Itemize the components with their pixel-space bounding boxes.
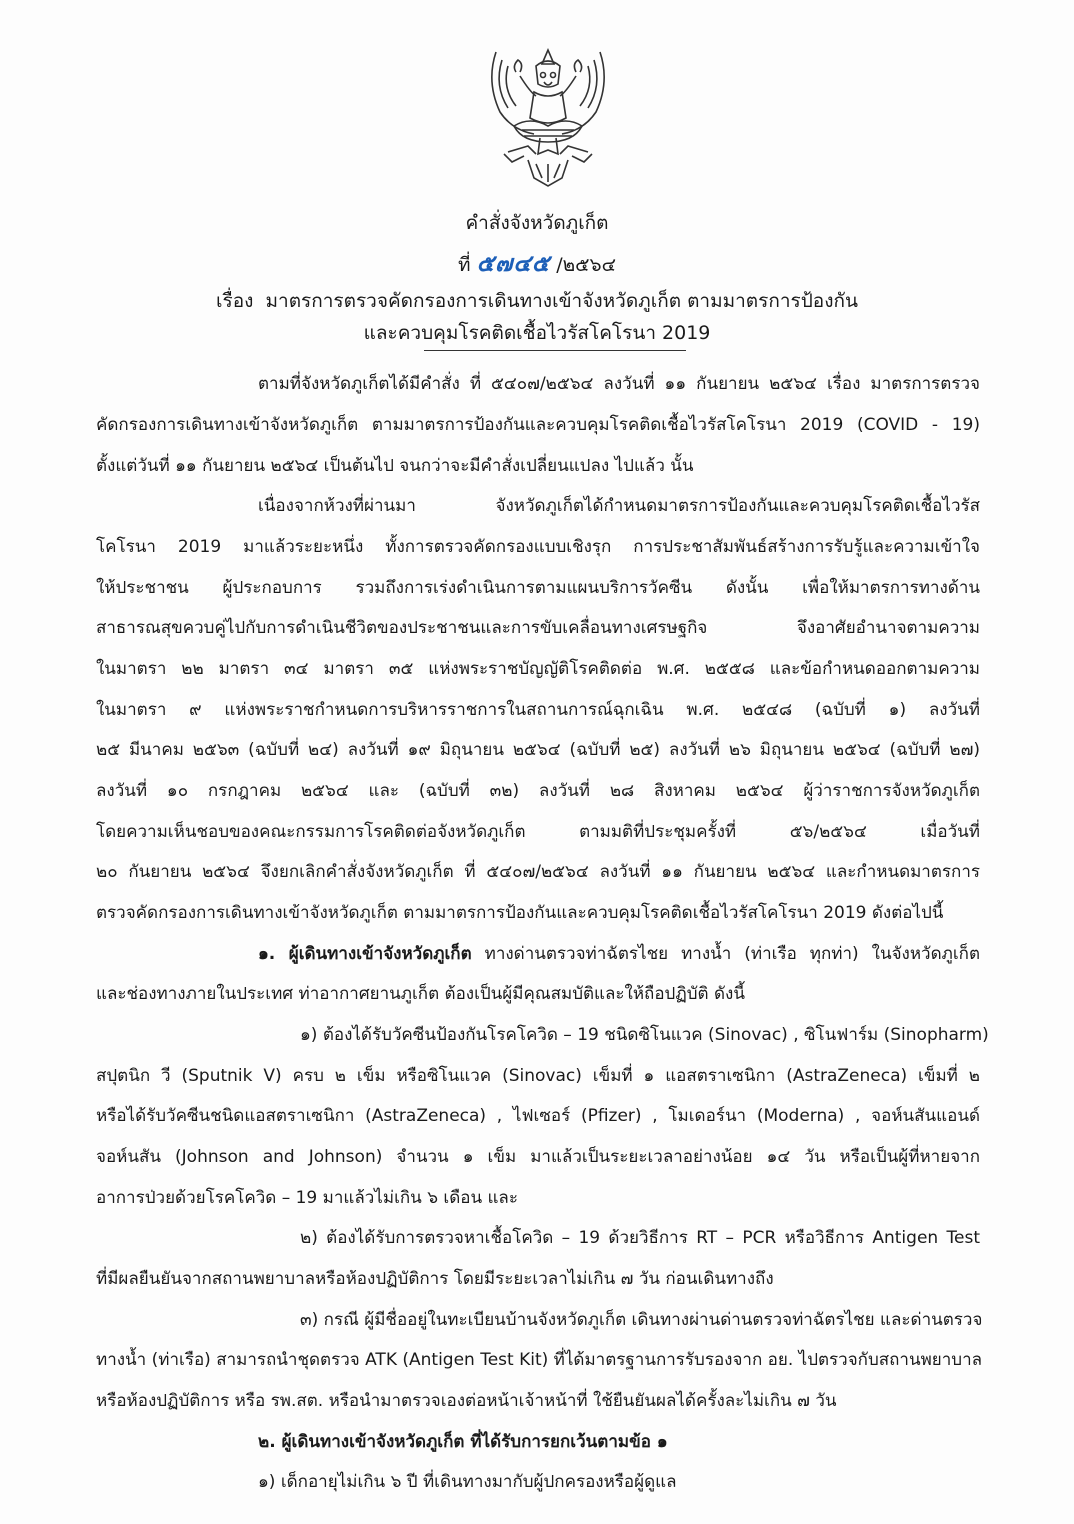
body-line: เนื่องจากห้วงที่ผ่านมา จังหวัดภูเก็ตได้กำหนดมาตรการป้องกันและควบคุมโรคติดเชื้อไวรัส xyxy=(258,496,980,516)
body-line: โดยความเห็นชอบของคณะกรรมการโรคติดต่อจังหวัดภูเก็ต ตามมติที่ประชุมครั้งที่ ๕๖/๒๕๖๔ เมื่อวันที่ xyxy=(96,822,980,842)
body-line: ให้ประชาชน ผู้ประกอบการ รวมถึงการเร่งดำเนินการตามแผนบริการวัคซีน ดังนั้น เพื่อให้มาตรการทางด้าน xyxy=(96,578,980,598)
subject-line-2: และควบคุมโรคติดเชื้อไวรัสโคโรนา 2019 xyxy=(363,322,711,344)
subject-line-1 xyxy=(0,286,1074,316)
section-1-title: ๑. ผู้เดินทางเข้าจังหวัดภูเก็ต xyxy=(258,944,472,964)
header-divider xyxy=(424,350,686,351)
garuda-emblem-icon xyxy=(478,42,618,192)
body-line: ตามที่จังหวัดภูเก็ตได้มีคำสั่ง ที่ ๕๔๐๗/๒๕๖๔ ลงวันที่ ๑๑ กันยายน ๒๕๖๔ เรื่อง มาตรการตรวจ xyxy=(258,374,980,394)
body-line: ๒๕ มีนาคม ๒๕๖๓ (ฉบับที่ ๒๔) ลงวันที่ ๑๙ มิถุนายน ๒๕๖๔ (ฉบับที่ ๒๕) ลงวันที่ ๒๖ มิถุนายน ๒๕๖๔ (ฉบับที่ ๒๗) xyxy=(96,740,980,760)
body-line: ที่มีผลยืนยันจากสถานพยาบาลหรือห้องปฏิบัติการ โดยมีระยะเวลาไม่เกิน ๗ วัน ก่อนเดินทางถึง xyxy=(96,1269,774,1289)
body-line: สปุตนิก วี (Sputnik V) ครบ ๒ เข็ม หรือซิโนแวค (Sinovac) เข็มที่ ๑ แอสตราเซนิกา (AstraZeneca) เข็มที่ ๒ xyxy=(96,1066,980,1086)
body-line: ๒๐ กันยายน ๒๕๖๔ จึงยกเลิกคำสั่งจังหวัดภูเก็ต ที่ ๕๔๐๗/๒๕๖๔ ลงวันที่ ๑๑ กันยายน ๒๕๖๔ และกำหนดมาตรการ xyxy=(96,862,980,882)
order-number-prefix: ที่ xyxy=(458,254,471,276)
order-title: คำสั่งจังหวัดภูเก็ต xyxy=(465,212,609,234)
subject-label: เรื่อง xyxy=(216,290,254,312)
body-line: หรือห้องปฏิบัติการ หรือ รพ.สต. หรือนำมาตรวจเองต่อหน้าเจ้าหน้าที่ ใช้ยืนยันผลได้ครั้งละไม่เกิน ๗ วัน xyxy=(96,1391,837,1411)
order-number-year: /๒๕๖๔ xyxy=(556,254,616,276)
section-1-item-3: ๓) กรณี ผู้มีชื่ออยู่ในทะเบียนบ้านจังหวัดภูเก็ต เดินทางผ่านด่านตรวจท่าฉัตรไชย และด่านตรวจ xyxy=(300,1310,983,1330)
body-line: โคโรนา 2019 มาแล้วระยะหนึ่ง ทั้งการตรวจคัดกรองแบบเชิงรุก การประชาสัมพันธ์สร้างการรับรู้และความเข้าใจ xyxy=(96,537,980,557)
section-1-item-1: ๑) ต้องได้รับวัคซีนป้องกันโรคโควิด – 19 ชนิดซิโนแวค (Sinovac) , ซิโนฟาร์ม (Sinopharm) xyxy=(300,1025,989,1045)
body-line: ตรวจคัดกรองการเดินทางเข้าจังหวัดภูเก็ต ตามมาตรการป้องกันและควบคุมโรคติดเชื้อไวรัสโคโรนา 2019 ดังต่อไปนี้ xyxy=(96,903,944,923)
order-number xyxy=(0,246,1074,282)
body-line: สาธารณสุขควบคู่ไปกับการดำเนินชีวิตของประชาชนและการขับเคลื่อนทางเศรษฐกิจ จึงอาศัยอำนาจตามความ xyxy=(96,618,980,638)
section-2-heading: ๒. ผู้เดินทางเข้าจังหวัดภูเก็ต ที่ได้รับการยกเว้นตามข้อ ๑ xyxy=(258,1432,668,1452)
section-2-item-1: ๑) เด็กอายุไม่เกิน ๖ ปี ที่เดินทางมากับผู้ปกครองหรือผู้ดูแล xyxy=(258,1472,677,1492)
body-line: จอห์นสัน (Johnson and Johnson) จำนวน ๑ เข็ม มาแล้วเป็นระยะเวลาอย่างน้อย ๑๔ วัน หรือเป็นผู้ที่หายจาก xyxy=(96,1147,980,1167)
section-1-heading xyxy=(258,944,980,964)
body-line: คัดกรองการเดินทางเข้าจังหวัดภูเก็ต ตามมาตรการป้องกันและควบคุมโรคติดเชื้อไวรัสโคโรนา 2019 (COVID - 19) xyxy=(96,415,980,435)
body-line: ในมาตรา ๙ แห่งพระราชกำหนดการบริหารราชการในสถานการณ์ฉุกเฉิน พ.ศ. ๒๕๔๘ (ฉบับที่ ๑) ลงวันที่ xyxy=(96,700,980,720)
body-line: ตั้งแต่วันที่ ๑๑ กันยายน ๒๕๖๔ เป็นต้นไป จนกว่าจะมีคำสั่งเปลี่ยนแปลง ไปแล้ว นั้น xyxy=(96,456,694,476)
body-line: หรือได้รับวัคซีนชนิดแอสตราเซนิกา (AstraZeneca) , ไฟเซอร์ (Pfizer) , โมเดอร์นา (Moderna) , จอห์นสันแอนด์ xyxy=(96,1106,980,1126)
subject-text-1: มาตรการตรวจคัดกรองการเดินทางเข้าจังหวัดภูเก็ต ตามมาตรการป้องกัน xyxy=(265,290,858,312)
body-line: ทางน้ำ (ท่าเรือ) สามารถนำชุดตรวจ ATK (Antigen Test Kit) ที่ได้มาตรฐานการรับรองจาก อย. ไปตรวจกับสถานพยาบาล xyxy=(96,1350,983,1370)
section-1-item-2: ๒) ต้องได้รับการตรวจหาเชื้อโควิด – 19 ด้วยวิธีการ RT – PCR หรือวิธีการ Antigen Test xyxy=(300,1228,980,1248)
body-line: อาการป่วยด้วยโรคโควิด – 19 มาแล้วไม่เกิน ๖ เดือน และ xyxy=(96,1188,518,1208)
body-line: ลงวันที่ ๑๐ กรกฎาคม ๒๕๖๔ และ (ฉบับที่ ๓๒) ลงวันที่ ๒๘ สิงหาคม ๒๕๖๔ ผู้ว่าราชการจังหวัดภูเก็ต xyxy=(96,781,980,801)
order-number-handwritten: ๕๗๔๕ xyxy=(476,251,551,277)
section-1-title-rest: ทางด่านตรวจท่าฉัตรไชย ทางน้ำ (ท่าเรือ ทุกท่า) ในจังหวัดภูเก็ต xyxy=(484,944,980,964)
body-line: ในมาตรา ๒๒ มาตรา ๓๔ มาตรา ๓๕ แห่งพระราชบัญญัติโรคติดต่อ พ.ศ. ๒๕๕๘ และข้อกำหนดออกตามความ xyxy=(96,659,980,679)
body-line: และช่องทางภายในประเทศ ท่าอากาศยานภูเก็ต ต้องเป็นผู้มีคุณสมบัติและให้ถือปฏิบัติ ดังนี้ xyxy=(96,984,745,1004)
